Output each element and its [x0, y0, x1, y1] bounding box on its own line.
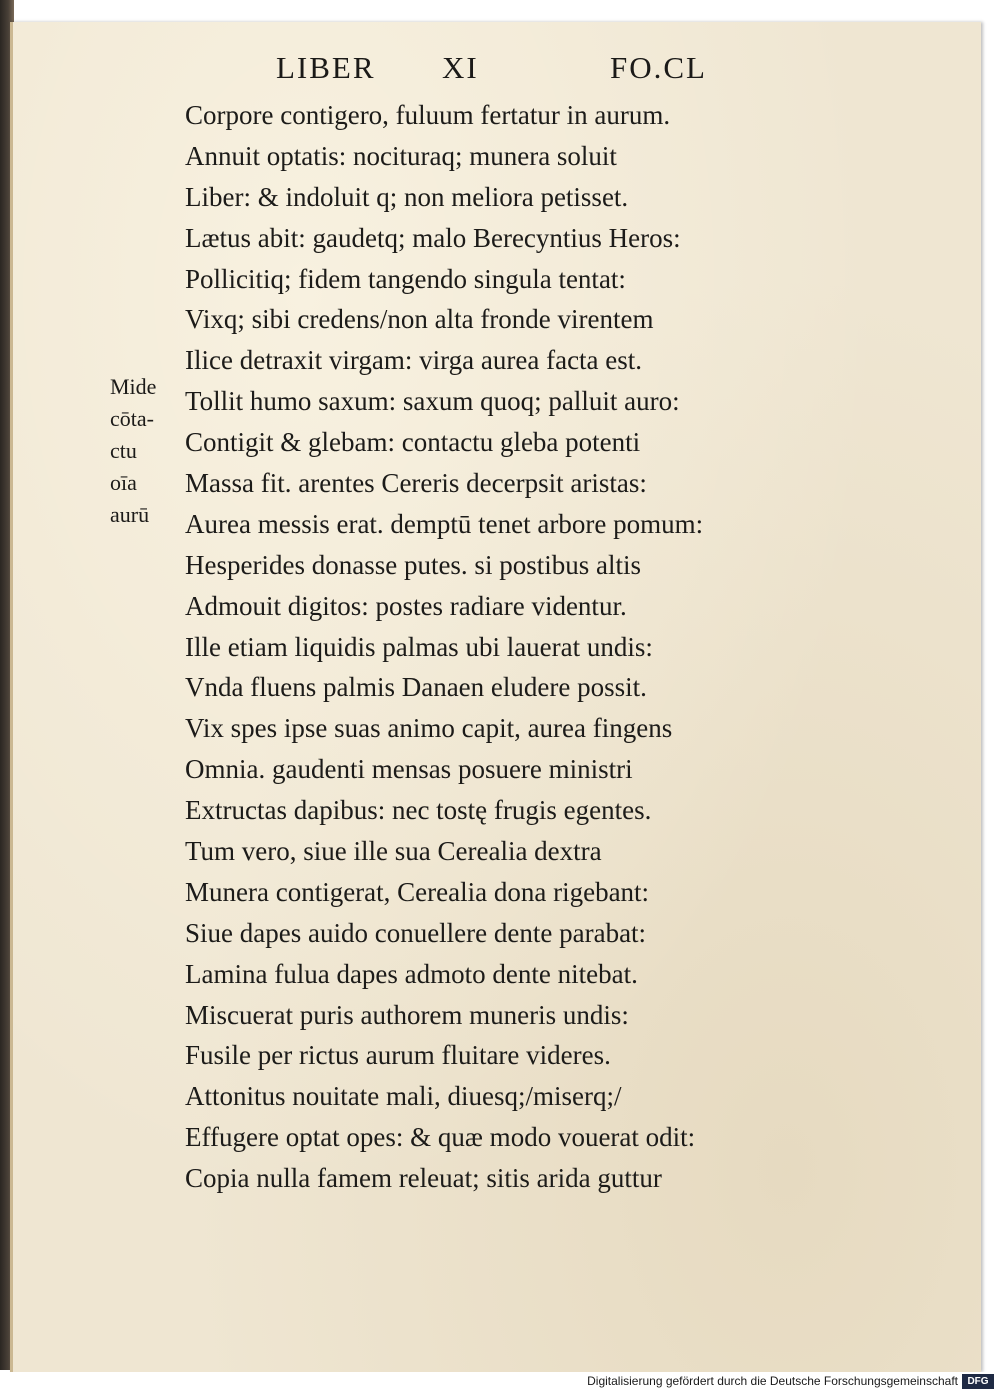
verse-line: Lamina fulua dapes admoto dente nitebat. — [185, 958, 638, 989]
verse-line: Attonitus nouitate mali, diuesq;/miserq;/ — [185, 1081, 622, 1112]
verse-line: Pollicitiq; fidem tangendo singula tentat: — [185, 263, 626, 294]
verse-line: Contigit & glebam: contactu gleba potenti — [185, 427, 641, 458]
verse-line: Vnda fluens palmis Danaen eludere possit. — [185, 672, 647, 703]
marginal-note-line: oīa — [110, 470, 137, 495]
verse-line: Copia nulla famem releuat; sitis arida guttur — [185, 1163, 662, 1194]
verse-line: Corpore contigero, fuluum fertatur in aurum. — [185, 100, 671, 130]
marginal-note-line: Mide — [110, 374, 157, 399]
marginal-note-line: ctu — [110, 438, 137, 463]
verse-line: Lætus abit: gaudetq; malo Berecyntius Heros: — [185, 222, 681, 253]
verse-line: Admouit digitos: postes radiare videntur. — [185, 590, 627, 621]
verse-line: Fusile per rictus aurum fluitare videres. — [185, 1040, 611, 1071]
verse-line: Tum vero, siue ille sua Cerealia dextra — [185, 836, 602, 867]
verse-line: Effugere optat opes: & quæ modo vouerat odit: — [185, 1122, 696, 1153]
verse-line: Ille etiam liquidis palmas ubi lauerat undis: — [185, 631, 653, 662]
verse-line: Vix spes ipse suas animo capit, aurea fingens — [185, 713, 673, 744]
marginal-note-line: aurū — [110, 502, 150, 527]
running-head-folio: FO.CL — [610, 50, 707, 85]
verse-line: Liber: & indoluit q; non meliora petisset. — [185, 181, 629, 212]
dfg-logo: DFG — [962, 1374, 994, 1389]
funding-credit: Digitalisierung gefördert durch die Deutsche Forschungsgemeinschaft — [587, 1374, 958, 1388]
verse-text — [185, 96, 785, 1200]
verse-line: Massa fit. arentes Cereris decerpsit aristas: — [185, 468, 647, 499]
verse-line: Annuit optatis: nocituraq; munera soluit — [185, 140, 617, 171]
verse-line: Siue dapes auido conuellere dente parabat: — [185, 917, 647, 948]
verse-line: Munera contigerat, Cerealia dona rigebant: — [185, 876, 650, 907]
verse-line: Omnia. gaudenti mensas posuere ministri — [185, 754, 633, 785]
verse-line: Extructas dapibus: nec tostę frugis egentes. — [185, 795, 652, 826]
running-head — [276, 50, 736, 94]
footer-bar — [0, 1372, 1000, 1392]
running-head-book-number: XI — [442, 50, 479, 85]
verse-line: Vixq; sibi credens/non alta fronde virentem — [185, 304, 654, 335]
verse-line: Hesperides donasse putes. si postibus altis — [185, 549, 641, 580]
marginal-note — [110, 372, 182, 532]
verse-line: Aurea messis erat. demptū tenet arbore pomum: — [185, 508, 704, 539]
marginal-note-line: cōta- — [110, 406, 154, 431]
verse-line: Tollit humo saxum: saxum quoq; palluit auro: — [185, 386, 680, 417]
verse-line: Miscuerat puris authorem muneris undis: — [185, 999, 629, 1030]
verse-line: Ilice detraxit virgam: virga aurea facta est. — [185, 345, 643, 376]
running-head-book: LIBER — [276, 50, 376, 85]
